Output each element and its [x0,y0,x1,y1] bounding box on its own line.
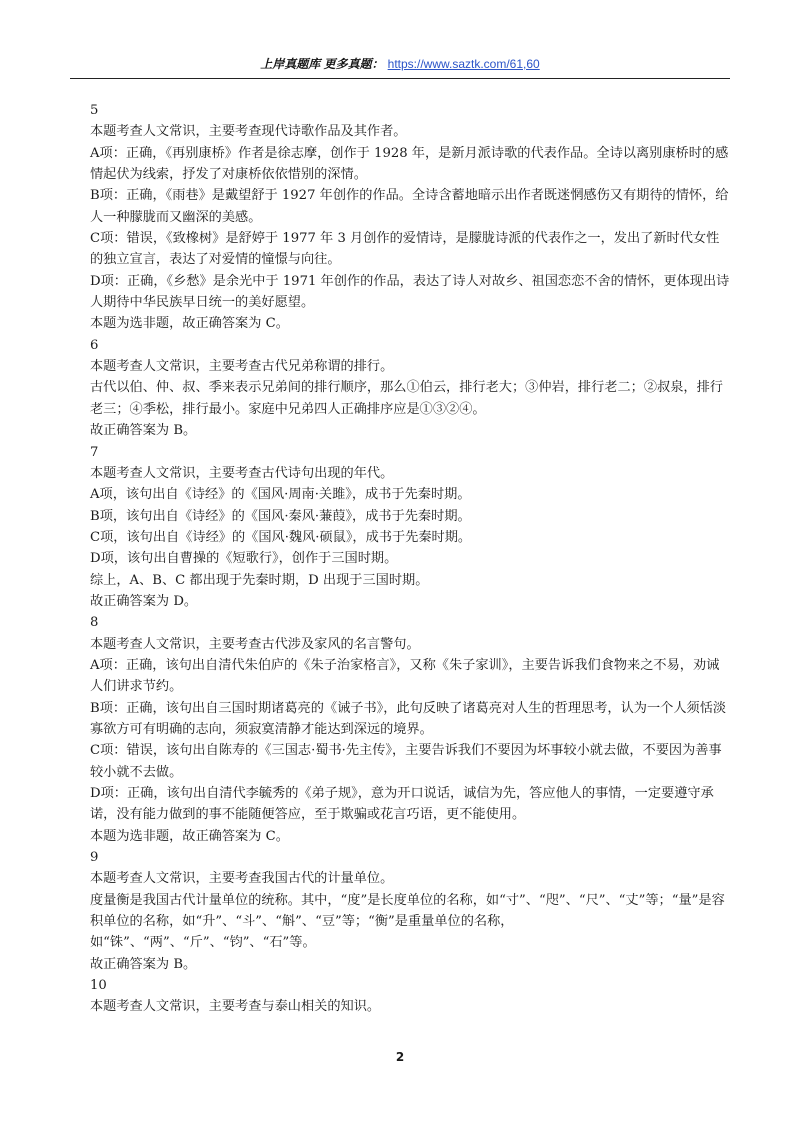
paragraph: 本题考查人文常识，主要考查古代涉及家风的名言警句。 [90,636,420,652]
question-number: 6 [90,337,99,353]
paragraph: A项：正确，《再别康桥》作者是徐志摩，创作于 1928 年，是新月派诗歌的代表作品。全诗以离别康桥时的感情起伏为线索，抒发了对康桥依依惜别的深情。 [90,145,729,183]
paragraph: D项：正确，该句出自清代李毓秀的《弟子规》，意为开口说话，诚信为先，答应他人的事情，一定要遵守承诺，没有能力做到的事不能随便答应，至于欺骗或花言巧语，更不能使用。 [90,786,714,823]
paragraph: B项，该句出自《诗经》的《国风·秦风·蒹葭》，成书于先秦时期。 [90,508,471,524]
question-number: 10 [90,978,107,994]
paragraph: 本题考查人文常识，主要考查我国古代的计量单位。 [90,871,394,887]
answer-line: 本题为选非题，故正确答案为 C。 [90,828,289,844]
paragraph: 本题考查人文常识，主要考查古代兄弟称谓的排行。 [90,359,394,375]
paragraph: 综上，A、B、C 都出现于先秦时期，D 出现于三国时期。 [90,572,429,588]
paragraph: D项，该句出自曹操的《短歌行》，创作于三国时期。 [90,551,398,567]
question-number: 8 [90,615,99,631]
paragraph: D项：正确，《乡愁》是余光中于 1971 年创作的作品，表达了诗人对故乡、祖国恋恋不舍的情怀，更体现出诗人期待中华民族早日统一的美好愿望。 [90,273,730,311]
paragraph: 古代以伯、仲、叔、季来表示兄弟间的排行顺序，那么①伯云，排行老大；③仲岩，排行老二；②叔泉，排行老三；④季松，排行最小。家庭中兄弟四人正确排序应是①③②④。 [90,380,723,417]
paragraph: 度量衡是我国古代计量单位的统称。其中，“度”是长度单位的名称，如“寸”、“咫”、“尺”、“丈”等；“量”是容积单位的名称，如“升”、“斗”、“斛”、“豆”等；“衡”是重量单位的名称，如“铢”、“两”、“斤”、“钧”、“石”等。 [90,892,725,951]
header-link[interactable]: https://www.saztk.com/61,60 [387,57,540,71]
paragraph: 本题考查人文常识，主要考查古代诗句出现的年代。 [90,465,394,481]
paragraph: A项，该句出自《诗经》的《国风·周南·关雎》，成书于先秦时期。 [90,487,471,503]
answer-line: 本题为选非题，故正确答案为 C。 [90,316,289,332]
paragraph: B项：正确，《雨巷》是戴望舒于 1927 年创作的作品。全诗含蓄地暗示出作者既迷惘感伤又有期待的情怀，给人一种朦胧而又幽深的美感。 [90,188,729,225]
paragraph: C项：错误，《致橡树》是舒婷于 1977 年 3 月创作的爱情诗，是朦胧诗派的代表作之一，发出了新时代女性的独立宣言，表达了对爱情的憧憬与向往。 [90,231,720,268]
paragraph: C项，该句出自《诗经》的《国风·魏风·硕鼠》，成书于先秦时期。 [90,529,472,545]
paragraph: 本题考查人文常识，主要考查现代诗歌作品及其作者。 [90,124,407,140]
answer-line: 故正确答案为 D。 [90,593,198,609]
question-number: 5 [90,103,99,118]
page-header [70,55,730,79]
answer-line: 故正确答案为 B。 [90,423,197,439]
header-rule [70,78,730,79]
header-label: 上岸真题库 更多真题： [260,57,384,71]
document-body [90,100,730,1018]
answer-line: 故正确答案为 B。 [90,956,197,972]
page-number: 2 [395,1050,405,1064]
paragraph: B项：正确，该句出自三国时期诸葛亮的《诫子书》，此句反映了诸葛亮对人生的哲理思考，认为一个人须恬淡寡欲方可有明确的志向，须寂寞清静才能达到深远的境界。 [90,700,727,737]
question-number: 9 [90,850,99,866]
paragraph: A项：正确，该句出自清代朱伯庐的《朱子治家格言》，又称《朱子家训》，主要告诉我们食物来之不易，劝诫人们讲求节约。 [90,657,720,695]
paragraph: 本题考查人文常识，主要考查与泰山相关的知识。 [90,999,381,1015]
paragraph: C项：错误，该句出自陈寿的《三国志·蜀书·先主传》，主要告诉我们不要因为坏事较小就去做，不要因为善事较小就不去做。 [90,743,722,780]
question-number: 7 [90,444,99,460]
